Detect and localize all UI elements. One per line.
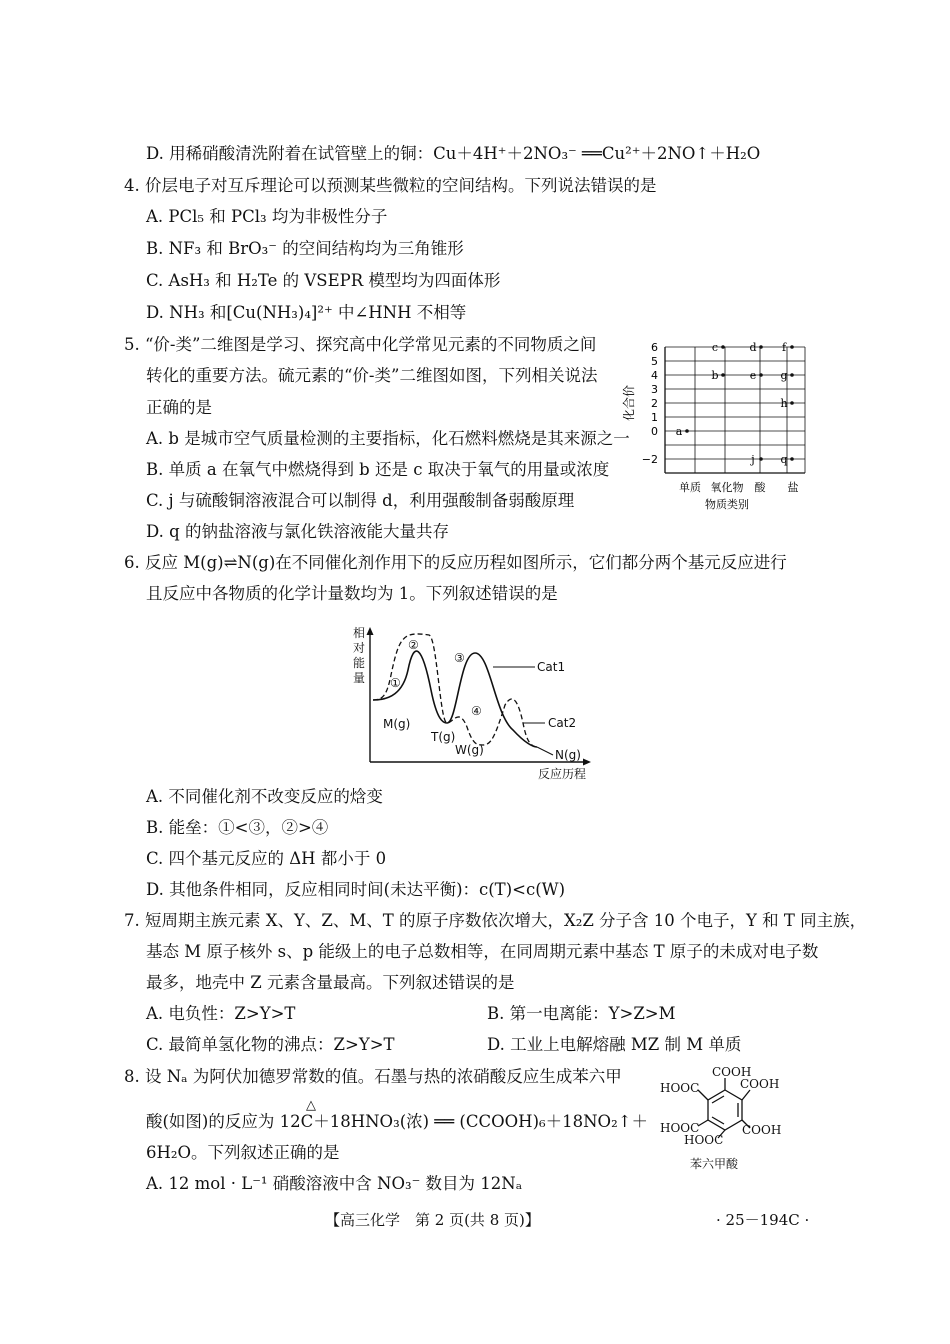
q5-option-c: C. j 与硫酸铜溶液混合可以制得 d，利用强酸制备弱酸原理 xyxy=(146,491,575,510)
q8-stem-line2: 酸(如图)的反应为 12C＋18HNO₃(浓) ══ (CCOOH)₆＋18NO₂↑＋ xyxy=(146,1112,649,1131)
x-axis-arrow xyxy=(583,759,591,766)
hooc-bottom: HOOC xyxy=(684,1133,724,1147)
y-tick-label: 4 xyxy=(651,369,658,382)
label-3: ③ xyxy=(454,651,465,665)
hooc-bottom-left: HOOC xyxy=(660,1121,700,1135)
q8-option-a: A. 12 mol · L⁻¹ 硝酸溶液中含 NO₃⁻ 数目为 12Nₐ xyxy=(146,1174,523,1193)
label-1: ① xyxy=(390,676,401,690)
y-tick-label: 0 xyxy=(651,425,658,438)
bond xyxy=(742,1090,750,1100)
ylabel-char: 对 xyxy=(353,641,366,655)
q6-stem-line2: 且反应中各物质的化学计量数均为 1。下列叙述错误的是 xyxy=(146,584,558,603)
point-label-b: b xyxy=(711,369,719,382)
n-leader-line xyxy=(537,747,553,755)
cooh-top-right: COOH xyxy=(740,1077,780,1091)
y-tick-label: 2 xyxy=(651,397,658,410)
q3-option-d: D. 用稀硝酸清洗附着在试管壁上的铜：Cu＋4H⁺＋2NO₃⁻ ══Cu²⁺＋2NO↑＋H₂O xyxy=(146,144,761,163)
label-4: ④ xyxy=(471,704,482,718)
ylabel-char: 量 xyxy=(353,671,366,685)
point-label-q: q xyxy=(780,453,788,466)
q7-option-a: A. 电负性：Z>Y>T xyxy=(146,1004,296,1023)
x-category-label: 单质 xyxy=(679,481,701,494)
mellitic-acid-structure xyxy=(650,1060,790,1175)
point-label-c: c xyxy=(711,341,719,354)
point-g xyxy=(790,373,794,377)
label-cat2: Cat2 xyxy=(548,716,577,730)
q4-option-b: B. NF₃ 和 BrO₃⁻ 的空间结构均为三角锥形 xyxy=(146,239,464,258)
q7-stem-line2: 基态 M 原子核外 s、p 能级上的电子总数相等，在同周期元素中基态 T 原子的未成对电子数 xyxy=(146,942,819,961)
q7-stem-line1: 7. 短周期主族元素 X、Y、Z、M、T 的原子序数依次增大，X₂Z 分子含 10 个电子，Y 和 T 同主族， xyxy=(124,911,867,930)
q5-stem-line2: 转化的重要方法。硫元素的“价-类”二维图如图，下列相关说法 xyxy=(146,366,598,385)
q5-stem-line1: 5. “价-类”二维图是学习、探究高中化学常见元素的不同物质之间 xyxy=(124,335,597,354)
point-c xyxy=(721,345,725,349)
q6-option-c: C. 四个基元反应的 ΔH 都小于 0 xyxy=(146,849,387,868)
x-axis-label: 物质类别 xyxy=(705,498,749,511)
x-category-label: 氧化物 xyxy=(710,481,744,494)
heat-symbol: △ xyxy=(306,1098,316,1113)
label-cat1: Cat1 xyxy=(537,660,566,674)
point-label-h: h xyxy=(780,397,788,410)
q7-option-b: B. 第一电离能：Y>Z>M xyxy=(487,1004,676,1023)
label-n: N(g) xyxy=(555,748,581,762)
y-tick-label: 1 xyxy=(651,411,658,424)
q4-stem: 4. 价层电子对互斥理论可以预测某些微粒的空间结构。下列说法错误的是 xyxy=(124,176,657,195)
label-w: W(g) xyxy=(455,743,484,757)
footer-page-info: 【高三化学 第 2 页(共 8 页)】 xyxy=(325,1211,540,1229)
point-label-e: e xyxy=(749,369,757,382)
point-h xyxy=(790,401,794,405)
x-category-label: 酸 xyxy=(754,481,766,494)
q5-option-d: D. q 的钠盐溶液与氯化铁溶液能大量共存 xyxy=(146,522,449,541)
point-a xyxy=(685,429,689,433)
y-axis-label: 化合价 xyxy=(622,384,636,422)
y-tick-label: −2 xyxy=(641,453,658,466)
q7-option-c: C. 最简单氢化物的沸点：Z>Y>T xyxy=(146,1035,395,1054)
x-category-label: 盐 xyxy=(787,481,799,494)
footer-code: · 25－194C · xyxy=(716,1211,810,1229)
point-label-f: f xyxy=(781,341,787,354)
cooh-top: COOH xyxy=(712,1065,752,1079)
q5-option-b: B. 单质 a 在氧气中燃烧得到 b 还是 c 取决于氧气的用量或浓度 xyxy=(146,460,610,479)
energy-profile-figure xyxy=(345,615,595,785)
q8-stem-line3: 6H₂O。下列叙述正确的是 xyxy=(146,1143,340,1162)
q6-option-b: B. 能垒：①<③，②>④ xyxy=(146,818,329,837)
structure-caption: 苯六甲酸 xyxy=(690,1157,739,1171)
q6-option-a: A. 不同催化剂不改变反应的焓变 xyxy=(146,787,383,806)
q4-option-d: D. NH₃ 和[Cu(NH₃)₄]²⁺ 中∠HNH 不相等 xyxy=(146,303,467,322)
point-d xyxy=(759,345,763,349)
q8-stem-line1: 8. 设 Nₐ 为阿伏加德罗常数的值。石墨与热的浓硝酸反应生成苯六甲 xyxy=(124,1067,622,1086)
point-label-j: j xyxy=(751,453,755,466)
point-f xyxy=(790,345,794,349)
label-m: M(g) xyxy=(383,717,411,731)
q4-option-a: A. PCl₅ 和 PCl₃ 均为非极性分子 xyxy=(146,207,388,226)
q7-stem-line3: 最多，地壳中 Z 元素含量最高。下列叙述错误的是 xyxy=(146,973,515,992)
point-label-g: g xyxy=(780,369,788,382)
bond xyxy=(698,1090,708,1100)
point-label-d: d xyxy=(749,341,757,354)
point-b xyxy=(721,373,725,377)
y-tick-label: 6 xyxy=(651,341,658,354)
q4-option-c: C. AsH₃ 和 H₂Te 的 VSEPR 模型均为四面体形 xyxy=(146,271,501,290)
q7-option-d: D. 工业上电解熔融 MZ 制 M 单质 xyxy=(487,1035,742,1054)
x-axis-label: 反应历程 xyxy=(538,767,587,781)
y-axis-arrow xyxy=(367,627,374,635)
q6-stem-line1: 6. 反应 M(g)⇌N(g)在不同催化剂作用下的反应历程如图所示，它们都分两个基元反应进行 xyxy=(124,553,787,572)
label-2: ② xyxy=(408,638,419,652)
valence-class-chart xyxy=(615,330,825,515)
point-label-a: a xyxy=(675,425,683,438)
hooc-left: HOOC xyxy=(660,1081,700,1095)
cooh-right: COOH xyxy=(742,1123,782,1137)
point-j xyxy=(759,457,763,461)
label-t: T(g) xyxy=(431,730,456,744)
bond xyxy=(698,1120,708,1126)
ylabel-char: 相 xyxy=(353,626,366,640)
ylabel-char: 能 xyxy=(353,656,366,670)
point-e xyxy=(759,373,763,377)
q5-stem-line3: 正确的是 xyxy=(146,398,212,417)
y-tick-label: 3 xyxy=(651,383,658,396)
benzene-ring xyxy=(708,1090,742,1130)
q5-option-a: A. b 是城市空气质量检测的主要指标，化石燃料燃烧是其来源之一 xyxy=(146,429,630,448)
y-tick-label: 5 xyxy=(651,355,658,368)
point-q xyxy=(790,457,794,461)
q6-option-d: D. 其他条件相同，反应相同时间(未达平衡)：c(T)<c(W) xyxy=(146,880,566,899)
